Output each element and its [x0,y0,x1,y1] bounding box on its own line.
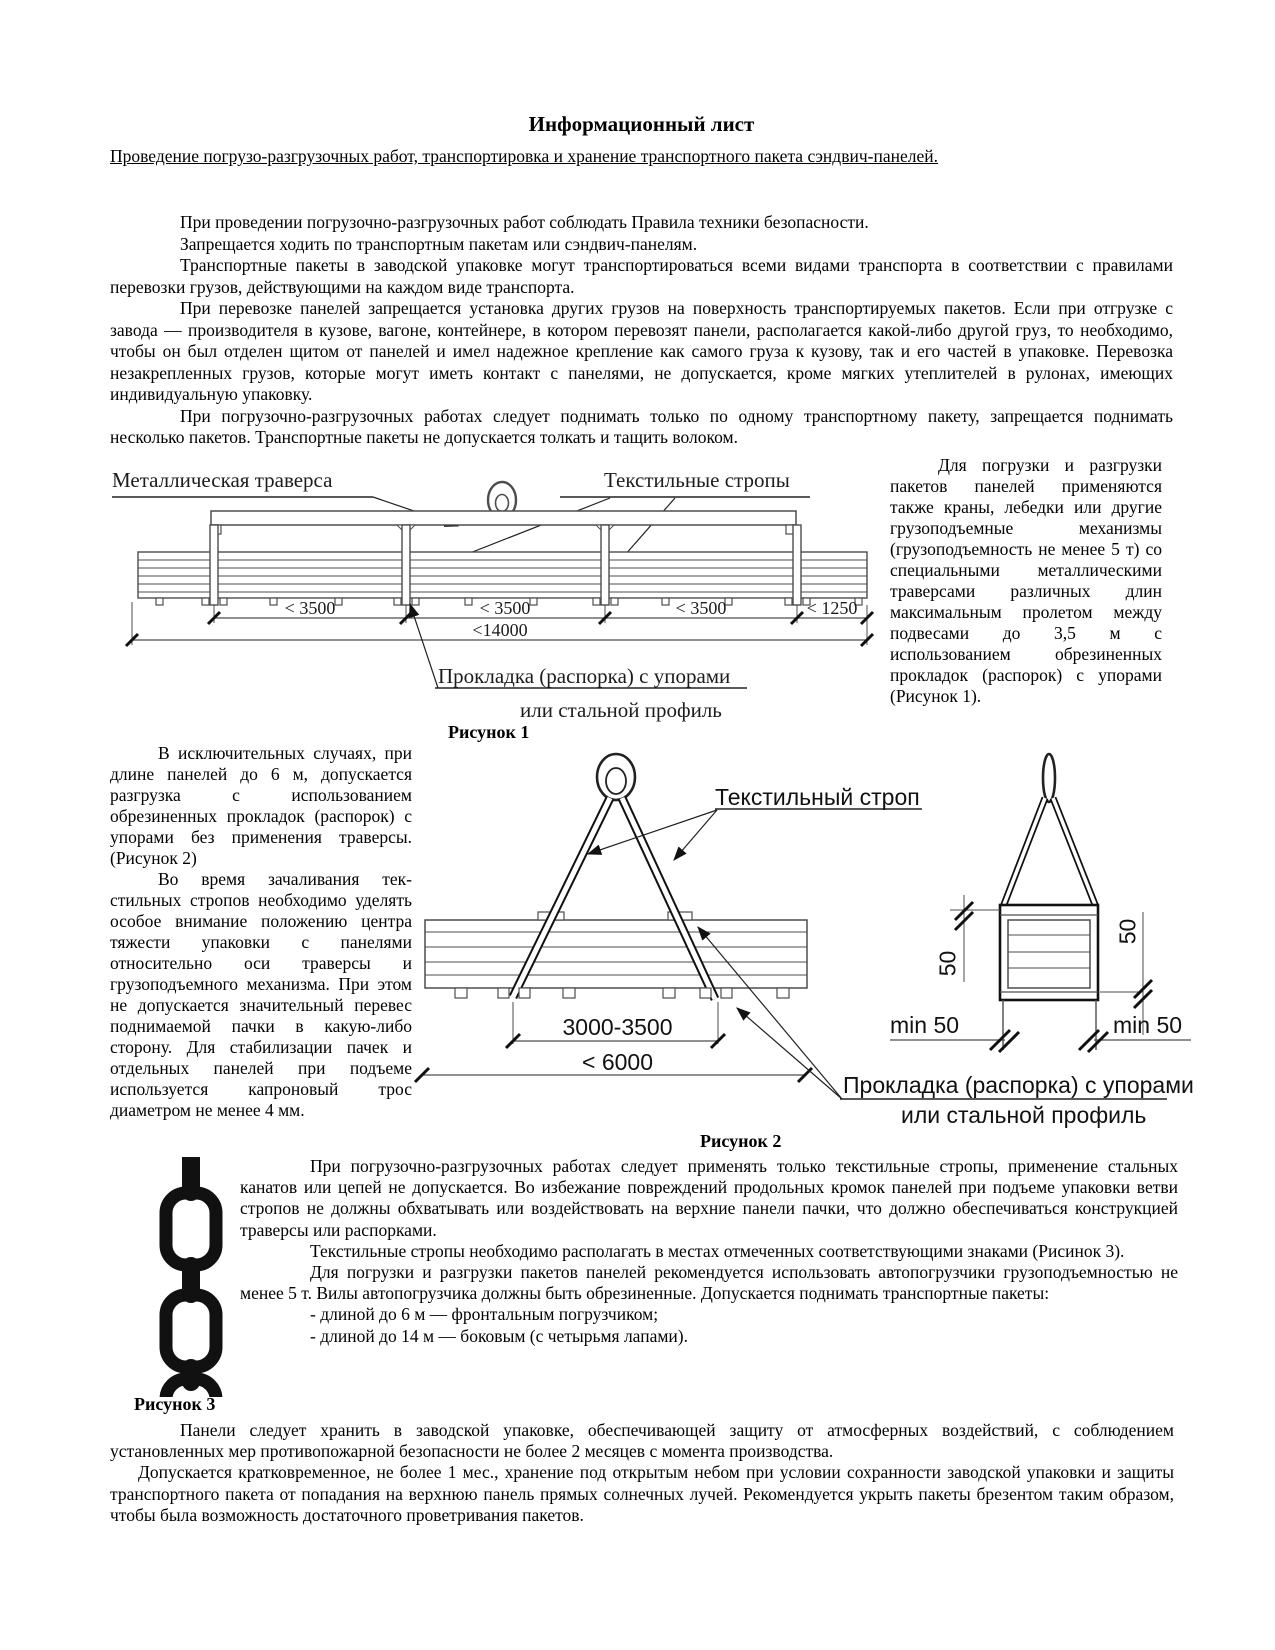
figure-1-traverse-diagram [110,462,875,752]
paragraph: Допускается кратковременное, не более 1 мес., хранение под открытым небом при условии сохранности заводской упаковки и защиты транспортного пакета от попадания на верхнюю панель прямых солнечных лучей. Рекомендуется укрыть пакеты брезентом таким образом, чтобы была возможность достаточного проветривания пакетов. [110,1462,1174,1525]
slings-label: Текстильные стропы [604,468,790,492]
dimension-min50-right: min 50 [1113,1012,1183,1038]
textile-sling-label: Текстильный строп [715,784,920,810]
list-item: - длиной до 14 м — боковым (с четырьмя лапами). [310,1325,688,1346]
figure-2-sling-diagram [385,750,1205,1132]
column-exceptions-text [110,743,412,1121]
paragraph: Для погрузки и разгрузки пакетов панелей рекомендуется использовать автопогрузчики грузоподъемностью не менее 5 т. Вилы автопогрузчика должны быть обрезиненные. Допускается поднимать транспортные пакеты: [240,1262,1178,1304]
spacer-label-line2: или стальной профиль [901,1102,1147,1128]
dimension-3500: < 3500 [675,598,727,618]
page-title: Информационный лист [528,112,755,136]
paragraph: В исключительных случаях, при длине панелей до 6 м, допускается разгрузка с использованием обрезиненных прокладок (распорок) с упорами без применения траверсы. (Рисунок 2) [110,743,412,868]
dimension-50-left: 50 [934,950,961,977]
spacer-label-line1: Прокладка (распорка) с упорами [843,1072,1194,1098]
paragraph: Транспортные пакеты в заводской упаковке могут транспортироваться всеми видами транспорта в соответствии с правилами перевозки грузов, действующими на каждом виде транспорта. [110,255,1173,297]
paragraph: Для погрузки и разгрузки пакетов панелей применяются также краны, лебедки или другие грузоподъемные механизмы (грузоподъемность не менее 5 т) со специальными металлическими траверсами различных длин максимальным пролетом между подвесами до 3,5 м с использованием обрезиненных прокладок (распорок) с упорами (Рисунок 1). [890,455,1162,706]
dimension-14000: <14000 [472,620,528,640]
dimension-3500: < 3500 [479,598,531,618]
paragraph: Во время зачаливания текстильных стропов необходимо уделять особое внимание положению центра тяжести упаковки с панелями относительно оси траверсы и грузоподъемного механизма. При этом не допускается значительный перевес поднимаемой пачки в какую-либо сторону. Для стабилизации пачек и отдельных панелей при подъеме используется капроновый трос диаметром не менее 4 мм. [110,869,412,1120]
paragraph: При проведении погрузочно-разгрузочных работ соблюдать Правила техники безопасности. [180,212,869,232]
intro-paragraphs [110,212,1173,449]
dimension-1250: < 1250 [806,598,858,618]
page-subtitle: Проведение погрузо-разгрузочных работ, транспортировка и хранение транспортного пакета сэндвич-панелей. [110,146,938,166]
paragraph: При погрузочно-разгрузочных работах следует применять только текстильные стропы, применение стальных канатов или цепей не допускается. Во избежание повреждений продольных кромок панелей при подъеме упаковки ветви стропов не должны обхватывать или воздействовать на верхние панели пачки, что должно обеспечиваться конструкцией траверсы или распорками. [240,1156,1178,1240]
paragraph: Запрещается ходить по транспортным пакетам или сэндвич-панелям. [180,233,698,254]
figure-3-caption: Рисунок 3 [134,1394,216,1414]
dimension-min50-left: min 50 [890,1012,960,1038]
column-crane-text [890,455,1162,707]
dimension-50-right: 50 [1114,918,1141,945]
paragraph: Текстильные стропы необходимо располагать в местах отмеченных соответствующими знаками (Рисинок 3). [310,1240,1125,1261]
storage-paragraphs [110,1420,1174,1526]
chain-icon [156,1157,226,1397]
paragraph: При перевозке панелей запрещается установка других грузов на поверхность транспортируемых пакетов. Если при отгрузке с завода — производителя в кузове, вагоне, контейнере, в котором перевозят панели, располагается какой-либо другой груз, то необходимо, чтобы он был отделен щитом от панелей и имел надежное крепление как самого груза к кузову, так и его частей в упаковке. Перевозка незакрепленных грузов, которые могут иметь контакт с панелями, не допускается, кроме мягких утеплителей в рулонах, имеющих индивидуальную упаковку. [110,298,1173,404]
figure-2-caption: Рисунок 2 [700,1131,782,1151]
handling-paragraphs [240,1156,1178,1347]
dimension-6000: < 6000 [582,1049,653,1075]
traverse-label: Металлическая траверса [112,468,333,492]
paragraph: При погрузочно-разгрузочных работах следует поднимать только по одному транспортному пакету, запрещается поднимать несколько пакетов. Транспортные пакеты не допускается толкать и тащить волоком. [110,405,1173,447]
spacer-label-line2: или стальной профиль [520,698,722,722]
figure-3-chain-symbol [156,1157,226,1397]
list-item: - длиной до 6 м — фронтальным погрузчиком; [310,1304,659,1325]
spacer-label-line1: Прокладка (распорка) с упорами [438,664,731,688]
dimension-3500: < 3500 [284,598,336,618]
figure-1-caption: Рисунок 1 [448,722,530,742]
paragraph: Панели следует хранить в заводской упаковке, обеспечивающей защиту от атмосферных воздействий, с соблюдением установленных мер противопожарной безопасности не более 2 месяцев с момента производства. [110,1420,1174,1462]
dimension-3000-3500: 3000-3500 [562,1014,673,1040]
